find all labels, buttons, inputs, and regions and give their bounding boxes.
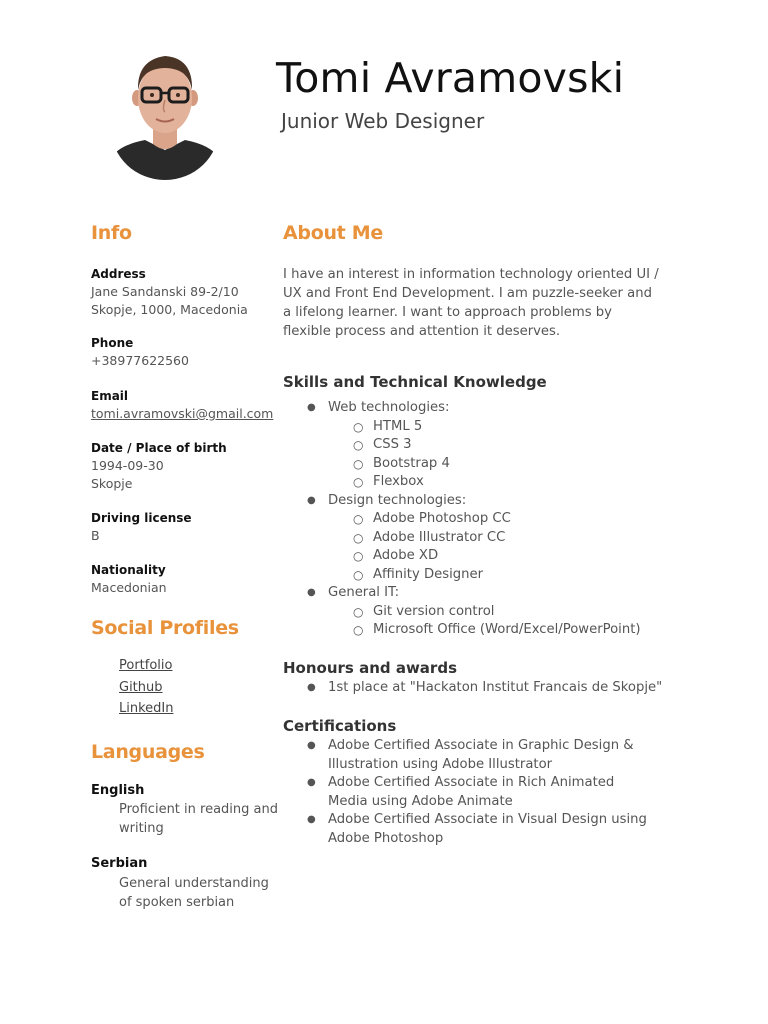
list-item bbox=[328, 510, 683, 529]
email-block bbox=[91, 387, 274, 423]
certification-item: Adobe Certified Associate in Graphic Design & Illustration using Adobe Illustrator bbox=[328, 738, 634, 772]
list-item bbox=[328, 529, 683, 548]
list-item bbox=[328, 621, 683, 640]
portfolio-link[interactable]: Portfolio bbox=[119, 658, 173, 673]
skill-item: Adobe Illustrator CC bbox=[373, 529, 506, 545]
profile-photo bbox=[111, 50, 219, 180]
email-link[interactable]: tomi.avramovski@gmail.com bbox=[91, 406, 274, 421]
bullet-icon: ● bbox=[307, 740, 316, 751]
list-item bbox=[328, 473, 683, 492]
skills-heading: Skills and Technical Knowledge bbox=[283, 373, 547, 391]
license-value: B bbox=[91, 528, 100, 543]
bullet-icon: ● bbox=[307, 814, 316, 825]
social-links bbox=[119, 655, 173, 720]
email-label: Email bbox=[91, 389, 129, 403]
bullet-icon: ● bbox=[307, 777, 316, 788]
languages-heading: Languages bbox=[91, 741, 205, 763]
phone-label: Phone bbox=[91, 336, 134, 350]
full-name: Tomi Avramovski bbox=[276, 54, 625, 102]
list-item bbox=[283, 399, 683, 492]
bullet-icon: ● bbox=[307, 494, 316, 506]
about-text: I have an interest in information technology oriented UI / UX and Front End Development. I am puzzle-seeker and a lifelong learner. I want to approach problems by flexible process and attention it deserves. bbox=[283, 267, 659, 339]
skill-item: Affinity Designer bbox=[373, 566, 484, 582]
birth-date: 1994-09-30 bbox=[91, 458, 164, 473]
circle-bullet-icon: ○ bbox=[353, 512, 364, 526]
language-english: English bbox=[91, 783, 145, 798]
list-item bbox=[328, 436, 683, 455]
social-heading: Social Profiles bbox=[91, 617, 239, 639]
skill-group-label: Design technologies: bbox=[328, 492, 467, 508]
license-label: Driving license bbox=[91, 511, 192, 525]
honours-heading: Honours and awards bbox=[283, 659, 457, 677]
birth-label: Date / Place of birth bbox=[91, 441, 227, 455]
license-block bbox=[91, 509, 271, 545]
skill-group-label: General IT: bbox=[328, 585, 400, 600]
skill-item: Microsoft Office (Word/Excel/PowerPoint) bbox=[373, 622, 641, 637]
avatar-photo-icon bbox=[111, 50, 219, 180]
nationality-block bbox=[91, 561, 271, 597]
skill-item: Git version control bbox=[373, 603, 495, 619]
list-item bbox=[283, 679, 683, 698]
nationality-label: Nationality bbox=[91, 563, 166, 577]
info-heading: Info bbox=[91, 222, 132, 244]
bullet-icon: ● bbox=[307, 587, 316, 598]
list-item bbox=[328, 418, 683, 437]
skill-item: Adobe XD bbox=[373, 548, 439, 563]
honours-list bbox=[283, 679, 683, 698]
list-item bbox=[328, 455, 683, 474]
address-label: Address bbox=[91, 267, 146, 281]
list-item bbox=[283, 492, 683, 585]
language-serbian-level: General understanding of spoken serbian bbox=[119, 876, 269, 910]
circle-bullet-icon: ○ bbox=[353, 604, 364, 619]
skill-item: Flexbox bbox=[373, 474, 424, 489]
phone-block bbox=[91, 334, 271, 370]
language-serbian: Serbian bbox=[91, 856, 148, 871]
address-block bbox=[91, 265, 271, 319]
list-item bbox=[328, 547, 683, 566]
list-item bbox=[283, 584, 683, 640]
circle-bullet-icon: ○ bbox=[353, 456, 364, 471]
job-title: Junior Web Designer bbox=[281, 109, 485, 133]
bullet-icon: ● bbox=[307, 682, 316, 693]
about-heading: About Me bbox=[283, 222, 383, 244]
address-line-1: Jane Sandanski 89-2/10 bbox=[91, 284, 239, 299]
certification-item: Adobe Certified Associate in Visual Design using Adobe Photoshop bbox=[328, 812, 647, 846]
honour-item: 1st place at "Hackaton Institut Francais de Skopje" bbox=[328, 680, 663, 695]
circle-bullet-icon: ○ bbox=[353, 438, 364, 452]
linkedin-link[interactable]: LinkedIn bbox=[119, 701, 174, 716]
circle-bullet-icon: ○ bbox=[353, 530, 364, 545]
circle-bullet-icon: ○ bbox=[353, 623, 364, 637]
certification-item: Adobe Certified Associate in Rich Animated Media using Adobe Animate bbox=[328, 775, 615, 809]
circle-bullet-icon: ○ bbox=[353, 567, 364, 582]
certifications-list bbox=[283, 737, 658, 848]
skill-item: CSS 3 bbox=[373, 437, 412, 452]
skill-item: HTML 5 bbox=[373, 418, 423, 434]
address-line-2: Skopje, 1000, Macedonia bbox=[91, 302, 248, 317]
skill-item: Adobe Photoshop CC bbox=[373, 511, 511, 526]
list-item bbox=[283, 811, 658, 848]
birth-block bbox=[91, 439, 271, 493]
list-item bbox=[328, 566, 683, 585]
circle-bullet-icon: ○ bbox=[353, 549, 364, 563]
birth-place: Skopje bbox=[91, 476, 133, 491]
list-item bbox=[283, 737, 658, 774]
skill-item: Bootstrap 4 bbox=[373, 455, 450, 471]
github-link[interactable]: Github bbox=[119, 679, 163, 695]
skill-group-label: Web technologies: bbox=[328, 400, 450, 415]
language-english-level: Proficient in reading and writing bbox=[119, 802, 278, 836]
nationality-value: Macedonian bbox=[91, 580, 167, 595]
bullet-icon: ● bbox=[307, 402, 316, 413]
list-item bbox=[328, 603, 683, 622]
skills-list bbox=[283, 399, 683, 640]
circle-bullet-icon: ○ bbox=[353, 475, 364, 489]
list-item bbox=[283, 774, 658, 811]
certifications-heading: Certifications bbox=[283, 717, 397, 735]
circle-bullet-icon: ○ bbox=[353, 419, 364, 434]
phone-value: +38977622560 bbox=[91, 353, 189, 368]
